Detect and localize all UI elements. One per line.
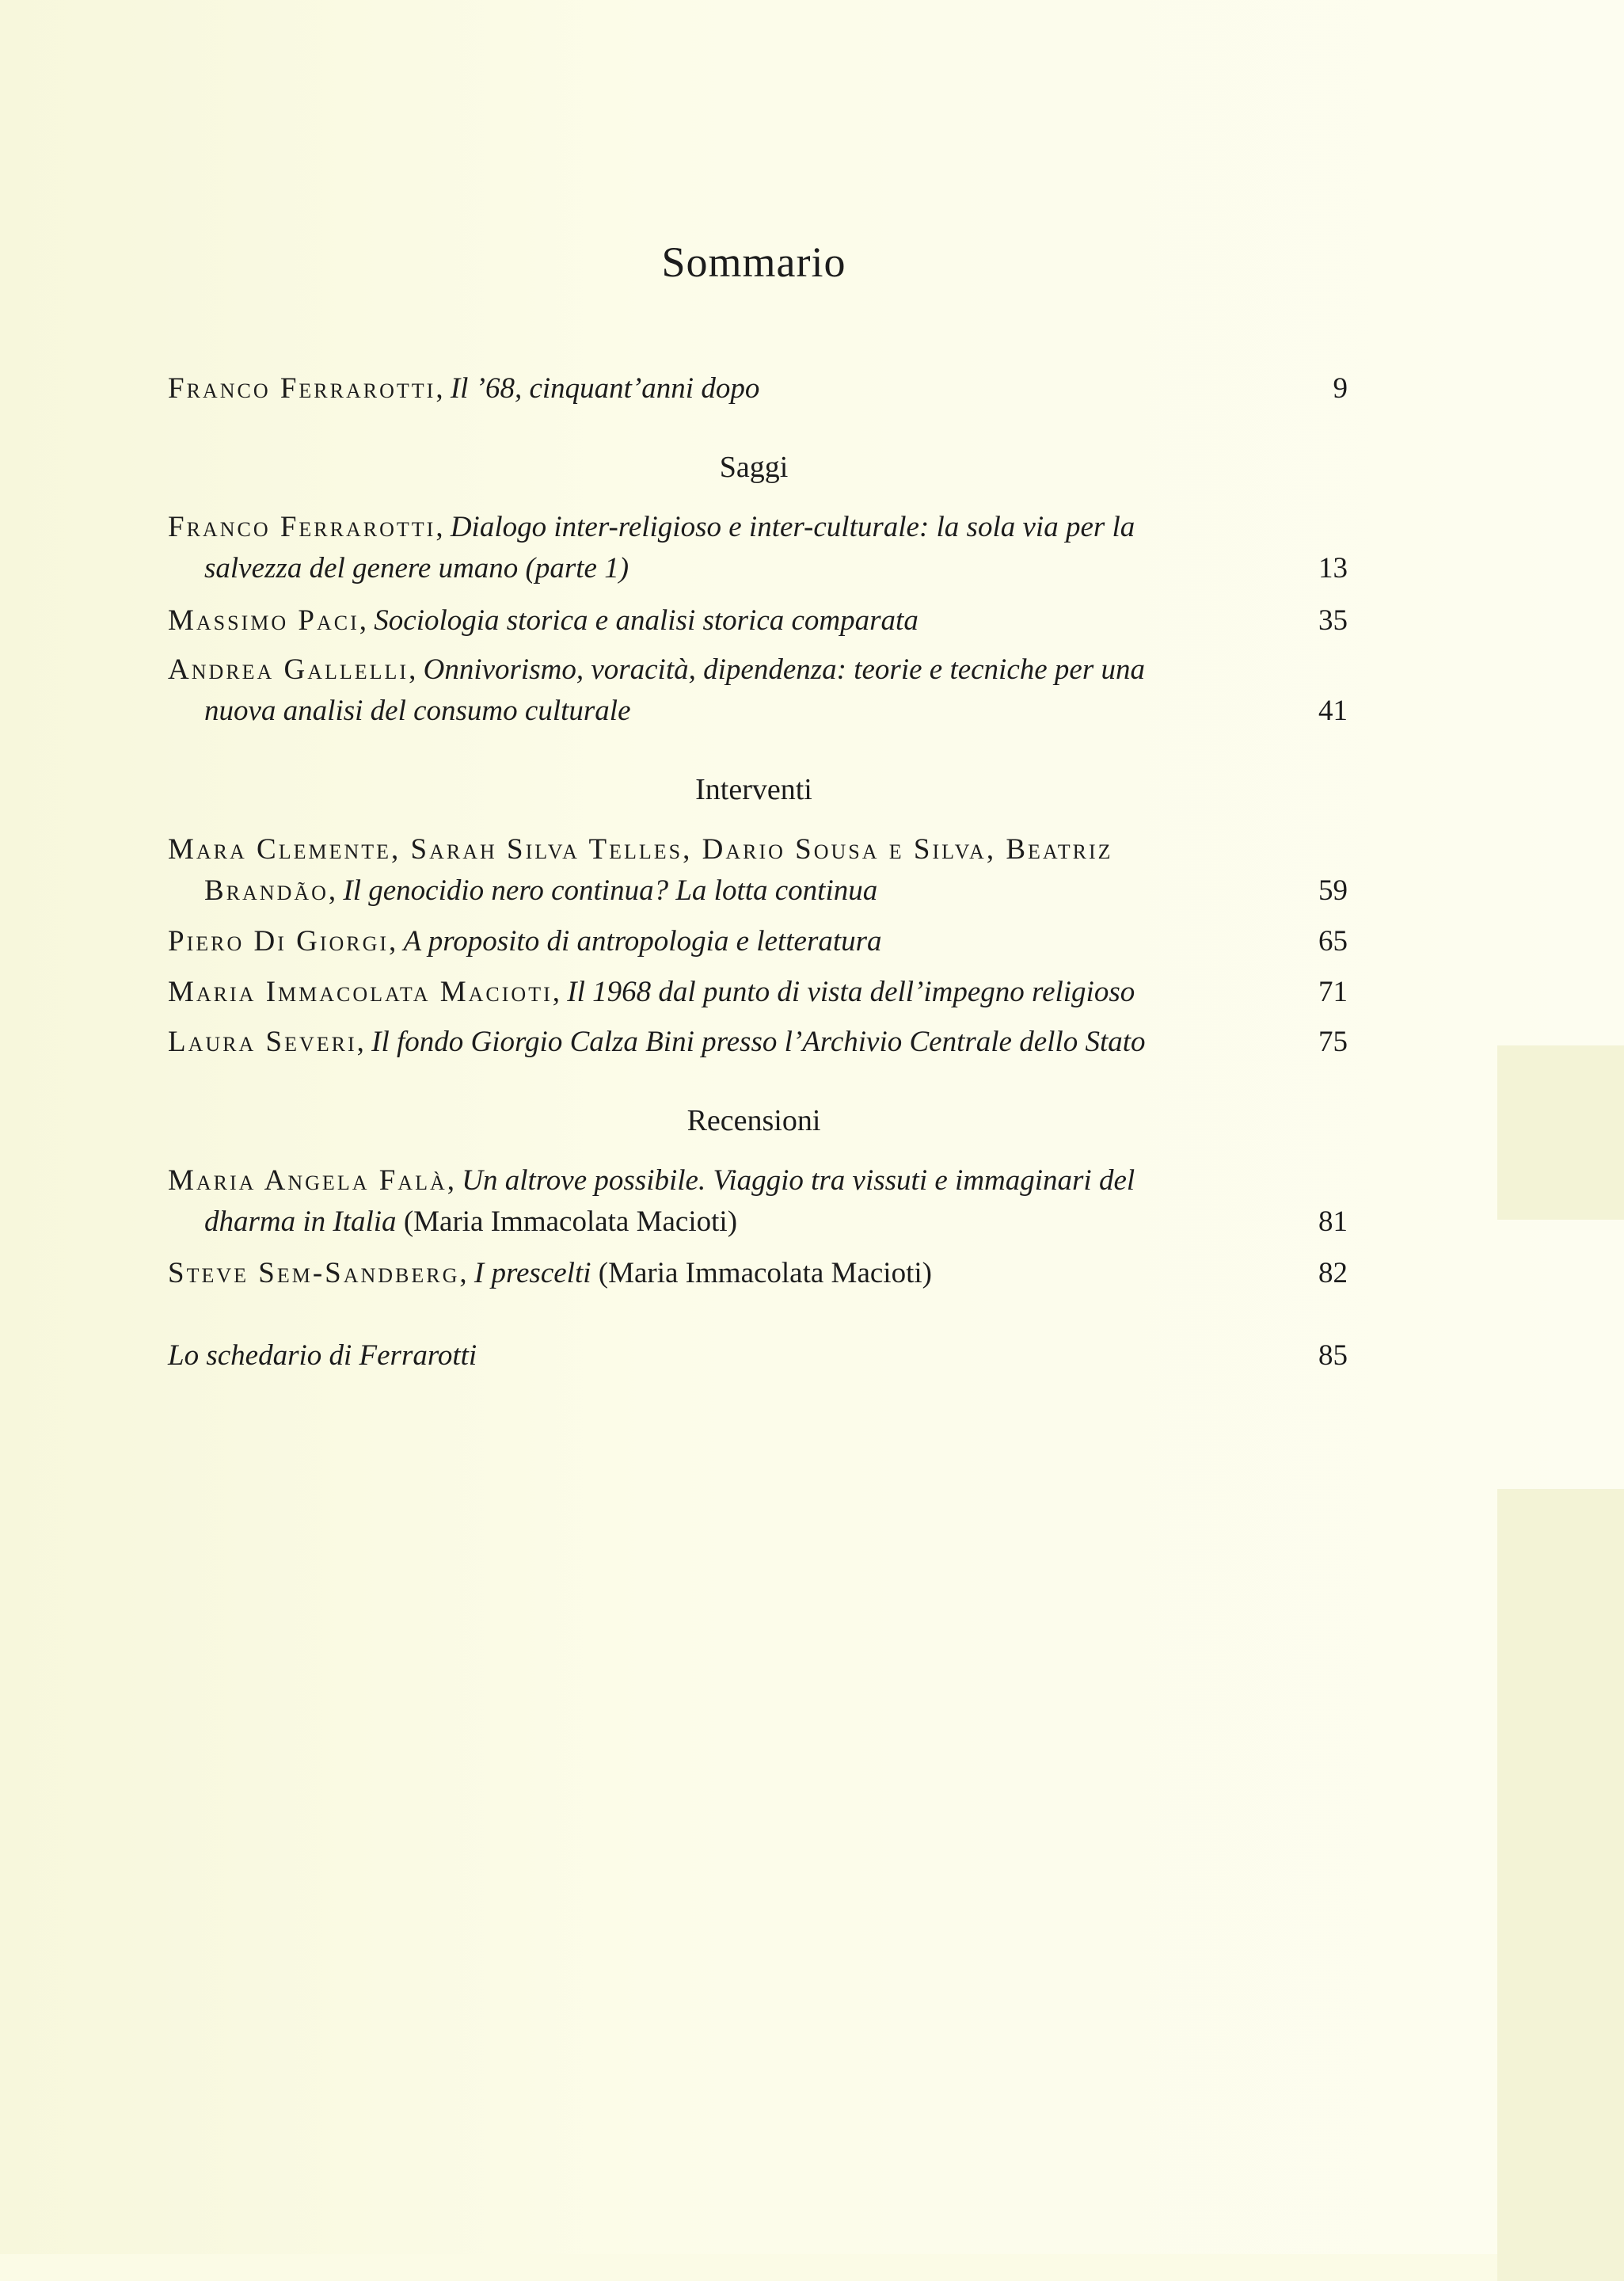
page-title: Sommario	[661, 238, 846, 286]
entry-page-number: 59	[1318, 874, 1348, 907]
entry-title-continuation: dharma in Italia	[204, 1205, 397, 1238]
entry-author: Mara Clemente, Sarah Silva Telles, Dario Sousa e Silva, Beatriz	[168, 833, 1113, 866]
toc-entry: Andrea Gallelli, Onnivorismo, voracità, dipendenza: teorie e tecniche per una nuova analisi del consumo culturale 41	[168, 649, 1348, 732]
entry-author: Piero Di Giorgi	[168, 925, 390, 958]
section-heading-recensioni: Recensioni	[686, 1104, 821, 1137]
entry-author-continuation: Brandão	[204, 874, 329, 907]
entry-page-number: 81	[1318, 1205, 1348, 1238]
toc-entry: Steve Sem-Sandberg, I prescelti (Maria Immacolata Macioti) 82	[168, 1253, 1348, 1294]
toc-entry: Franco Ferrarotti, Dialogo inter-religioso e inter-culturale: la sola via per la salvezza del genere umano (parte 1) 13	[168, 507, 1348, 589]
toc-entry-schedario	[168, 1335, 1348, 1377]
entry-author: Franco Ferrarotti	[168, 511, 436, 543]
entry-author: Massimo Paci	[168, 604, 359, 637]
toc-entry: Mara Clemente, Sarah Silva Telles, Dario Sousa e Silva, Beatriz Brandão, Il genocidio nero continua? La lotta continua 59	[168, 829, 1348, 912]
toc-entry: Massimo Paci, Sociologia storica e analisi storica comparata 35	[168, 600, 1348, 642]
entry-title: Lo schedario di Ferrarotti	[168, 1339, 477, 1372]
entry-page-number: 35	[1318, 604, 1348, 637]
entry-author: Steve Sem-Sandberg	[168, 1257, 460, 1289]
toc-entry-intro: Franco Ferrarotti, Il ’68, cinquant’anni dopo 9	[168, 368, 1348, 409]
scan-edge-strip	[1497, 1489, 1624, 2281]
entry-author: Andrea Gallelli	[168, 653, 409, 686]
toc-entry: Maria Angela Falà, Un altrove possibile. Viaggio tra vissuti e immaginari del dharma in Italia (Maria Immacolata Macioti) 81	[168, 1160, 1348, 1243]
entry-title: Sociologia storica e analisi storica comparata	[374, 604, 918, 637]
scan-edge-strip	[1497, 1045, 1624, 1220]
section-heading-interventi: Interventi	[695, 773, 812, 806]
entry-author: Maria Immacolata Macioti	[168, 976, 553, 1008]
entry-author: Maria Angela Falà	[168, 1164, 447, 1197]
entry-title-continuation: nuova analisi del consumo culturale	[204, 695, 631, 727]
entry-title: Il 1968 dal punto di vista dell’impegno religioso	[567, 976, 1135, 1008]
entry-title: Il fondo Giorgio Calza Bini presso l’Archivio Centrale dello Stato	[371, 1026, 1146, 1058]
entry-title: A proposito di antropologia e letteratura	[403, 925, 882, 958]
toc-entry: Piero Di Giorgi, A proposito di antropologia e letteratura 65	[168, 921, 1348, 962]
entry-page-number: 71	[1318, 976, 1348, 1008]
entry-page-number: 82	[1318, 1257, 1348, 1289]
toc-entry: Laura Severi, Il fondo Giorgio Calza Bini presso l’Archivio Centrale dello Stato 75	[168, 1022, 1348, 1063]
entry-title: Il genocidio nero continua? La lotta continua	[343, 874, 878, 907]
entry-author: Laura Severi	[168, 1026, 357, 1058]
section-heading-saggi: Saggi	[719, 451, 789, 484]
entry-title: Dialogo inter-religioso e inter-culturale: la sola via per la	[450, 511, 1135, 543]
entry-title-continuation: salvezza del genere umano (parte 1)	[204, 552, 629, 585]
entry-page-number: 13	[1318, 552, 1348, 585]
entry-title: Un altrove possibile. Viaggio tra vissuti e immaginari del	[462, 1164, 1135, 1197]
entry-title: Onnivorismo, voracità, dipendenza: teorie e tecniche per una	[423, 653, 1146, 686]
entry-page-number: 41	[1318, 695, 1348, 727]
entry-page-number: 65	[1318, 925, 1348, 958]
entry-reviewer: (Maria Immacolata Macioti)	[403, 1205, 738, 1238]
entry-page-number: 85	[1318, 1339, 1348, 1372]
entry-title: I prescelti	[474, 1257, 591, 1289]
entry-author: Franco Ferrarotti	[168, 372, 436, 405]
entry-reviewer: (Maria Immacolata Macioti)	[598, 1257, 932, 1289]
entry-page-number: 75	[1318, 1026, 1348, 1058]
entry-page-number: 9	[1333, 372, 1348, 405]
entry-title: Il ’68, cinquant’anni dopo	[450, 372, 760, 405]
toc-entry: Maria Immacolata Macioti, Il 1968 dal punto di vista dell’impegno religioso 71	[168, 972, 1348, 1013]
